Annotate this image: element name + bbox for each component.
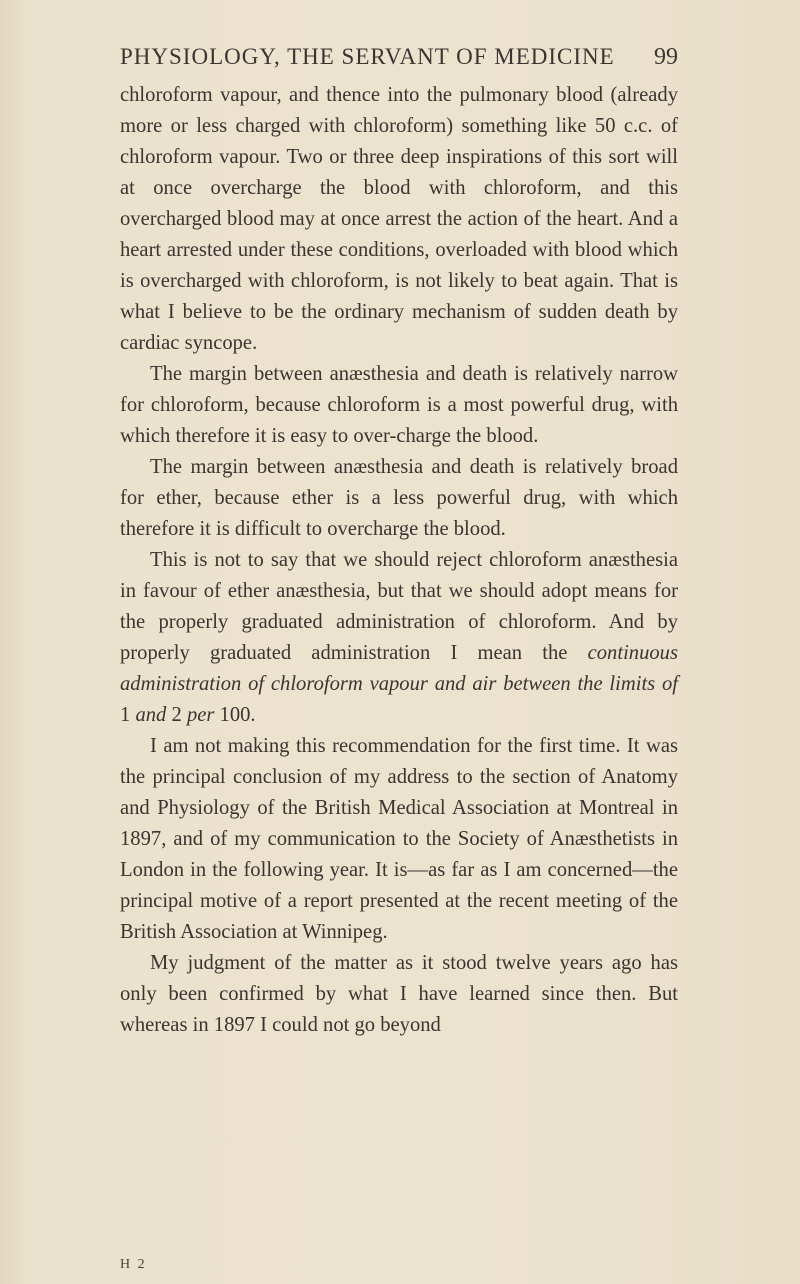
paragraph	[120, 545, 678, 731]
signature-mark: H 2	[120, 1257, 147, 1272]
page-number: 99	[654, 44, 678, 70]
paragraph-text: 1	[120, 704, 136, 726]
paragraph: My judgment of the matter as it stood twelve years ago has only been confirmed by what I have learned since then. But whereas in 1897 I could not go beyond	[120, 952, 678, 1036]
emphasis-text: and	[135, 704, 167, 726]
paragraph: I am not making this recommendation for the first time. It was the principal conclusion of my address to the section of Anatomy and Physiology of the British Medical Association at Montreal in 1897, and of my communication to the Society of Anæsthetists in London in the following year. It is—as far as I am concerned—the principal motive of a report presented at the recent meeting of the British Association at Winnipeg.	[120, 735, 678, 943]
emphasis-text: per	[186, 704, 215, 726]
body-text	[120, 80, 678, 1041]
paragraph: chloroform vapour, and thence into the pulmonary blood (already more or less charged with chloroform) something like 50 c.c. of chloroform vapour. Two or three deep inspirations of this sort will at once overcharge the blood with chloroform, and this overcharged blood may at once arrest the action of the heart. And a heart arrested under these conditions, overloaded with blood which is overcharged with chloroform, is not likely to beat again. That is what I believe to be the ordinary mechanism of sudden death by cardiac syncope.	[120, 84, 678, 354]
paragraph: The margin between anæsthesia and death is relatively broad for ether, because ether is a less powerful drug, with which therefore it is difficult to overcharge the blood.	[120, 456, 678, 540]
emphasis-text: continuous administration of chloroform vapour and air between the limits of	[120, 642, 678, 695]
paragraph-text: 2	[166, 704, 187, 726]
page-header	[120, 40, 678, 76]
paragraph: The margin between anæsthesia and death is relatively narrow for chloroform, because chloroform is a most powerful drug, with which therefore it is easy to over-charge the blood.	[120, 363, 678, 447]
paragraph-text: This is not to say that we should reject chloroform anæsthesia in favour of ether anæsthesia, but that we should adopt means for the properly graduated administration of chloroform. And by properly graduated administration I mean the	[120, 549, 678, 664]
paragraph-text: 100.	[214, 704, 256, 726]
running-title: PHYSIOLOGY, THE SERVANT OF MEDICINE	[120, 44, 615, 69]
